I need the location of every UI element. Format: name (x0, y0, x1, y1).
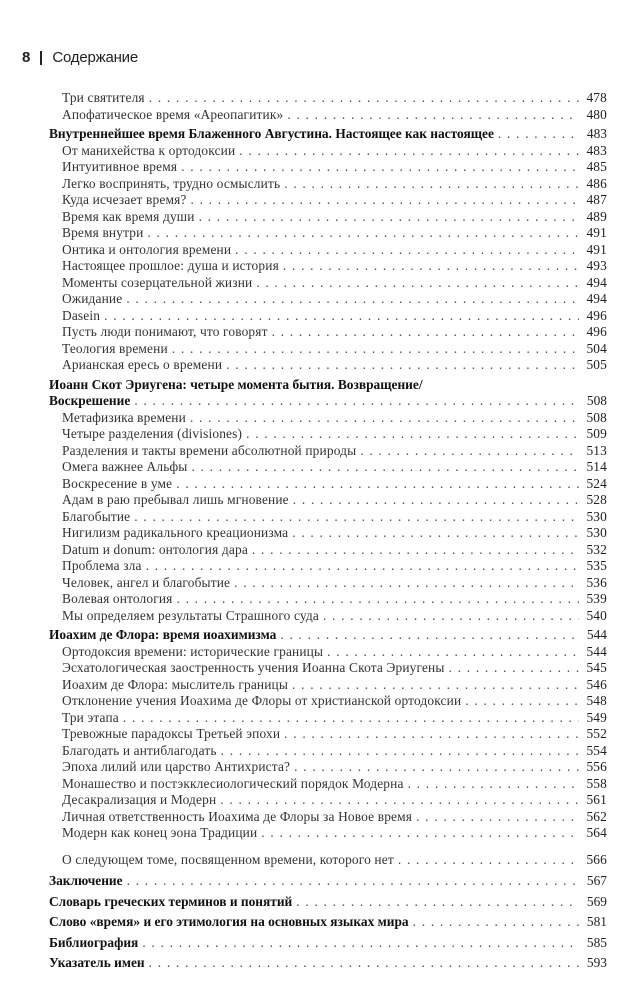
toc-entry-title: Благодать и антиблагодать (62, 742, 217, 758)
dot-leader (147, 225, 579, 242)
toc-entry-title: Десакрализация и Модерн (62, 792, 217, 807)
dot-leader (296, 894, 579, 911)
toc-entry-page: 564 (586, 825, 607, 840)
toc-entry[interactable] (49, 107, 607, 124)
toc-entry[interactable] (49, 558, 607, 575)
toc-entry-title: Человек, ангел и благобытие (62, 574, 231, 590)
dot-leader (127, 873, 579, 890)
toc-chapter-title: Библиография (49, 934, 139, 950)
toc-entry[interactable] (49, 275, 607, 292)
toc-entry-title: Монашество и постэкклесиологический порядок Модерна (62, 775, 404, 791)
toc-chapter-page: 581 (586, 914, 607, 929)
toc-entry[interactable] (49, 308, 607, 325)
toc-chapter-page: 508 (586, 393, 607, 408)
toc-entry-page: 545 (586, 660, 607, 675)
toc-entry[interactable] (49, 726, 607, 743)
toc-entry[interactable] (49, 291, 607, 308)
toc-entry-title: Dasein (62, 307, 101, 323)
toc-entry-page: 493 (586, 258, 607, 273)
toc-entry-title: Отклонение учения Иоахима де Флоры от христианской ортодоксии (62, 693, 462, 708)
dot-leader (220, 792, 579, 809)
toc-entry-page: 513 (586, 442, 607, 458)
toc-chapter[interactable] (49, 955, 607, 972)
toc-entry-title: Ортодоксия времени: исторические границы (62, 643, 324, 659)
toc-chapter-title: Указатель имен (49, 955, 145, 970)
toc-chapter-page: 483 (586, 126, 607, 141)
toc-chapter[interactable] (49, 914, 607, 931)
toc-entry-title: Четыре разделения (divisiones) (62, 426, 243, 441)
toc-chapter-title-line1[interactable]: Иоанн Скот Эриугена: четыре момента бытия. Возвращение/ (49, 376, 423, 392)
toc-entry[interactable] (49, 759, 607, 776)
toc-entry-page: 562 (586, 808, 607, 824)
toc-chapter[interactable] (49, 873, 607, 890)
dot-leader (398, 852, 579, 869)
toc-entry-title: Три этапа (62, 709, 119, 725)
dot-leader (172, 341, 579, 358)
toc-chapter-page: 544 (586, 627, 607, 642)
toc-entry[interactable] (49, 209, 607, 226)
toc-entry-page: 508 (586, 409, 607, 425)
toc-entry-page: 532 (586, 541, 607, 557)
dot-leader (280, 627, 579, 644)
toc-chapter-page: 569 (586, 893, 607, 909)
toc-entry-page: 496 (586, 307, 607, 323)
toc-chapter-page: 593 (586, 955, 607, 970)
dot-leader (261, 825, 579, 842)
toc-entry-title: Эпоха лилий или царство Антихриста? (62, 759, 291, 774)
dot-leader (498, 126, 579, 143)
toc-chapter-title: Внутреннейшее время Блаженного Августина. Настоящее как настоящее (49, 126, 494, 141)
toc-entry-page: 548 (586, 693, 607, 708)
toc-entry[interactable] (49, 410, 607, 427)
dot-leader (449, 660, 579, 677)
dot-leader (284, 726, 579, 743)
toc-entry[interactable] (49, 660, 607, 677)
dot-leader (234, 575, 579, 592)
dot-leader (191, 459, 579, 476)
toc-entry-page: 489 (586, 208, 607, 224)
toc-entry-title: Легко воспринять, трудно осмыслить (62, 175, 281, 191)
dot-leader (104, 308, 579, 325)
toc-entry-title: Моменты созерцательной жизни (62, 274, 253, 290)
toc-entry-title: Три святителя (62, 90, 145, 105)
toc-entry[interactable] (49, 159, 607, 176)
toc-entry-page: 504 (586, 340, 607, 356)
dot-leader (465, 693, 579, 710)
toc-entry-page: 505 (586, 357, 607, 372)
dot-leader (252, 542, 579, 559)
dot-leader (416, 809, 579, 826)
toc-entry-page: 536 (586, 574, 607, 590)
toc-chapter-page: 567 (586, 873, 607, 888)
toc-entry-page: 524 (586, 475, 607, 491)
toc-entry-title: Воскресение в уме (62, 475, 173, 491)
dot-leader (283, 258, 579, 275)
toc-entry-title: Разделения и такты времени абсолютной природы (62, 442, 357, 458)
toc-entry-page: 539 (586, 591, 607, 606)
toc-entry[interactable] (49, 90, 607, 107)
dot-leader (190, 192, 579, 209)
toc-entry[interactable] (49, 509, 607, 526)
toc-entry[interactable] (49, 426, 607, 443)
toc-entry[interactable] (49, 608, 607, 625)
toc-entry[interactable] (49, 459, 607, 476)
toc-entry-title: Иоахим де Флора: мыслитель границы (62, 676, 289, 692)
toc-entry-page: 483 (586, 142, 607, 158)
dot-leader (176, 476, 579, 493)
dot-leader (272, 324, 579, 341)
toc-entry[interactable] (49, 575, 607, 592)
toc-entry-title: Эсхатологическая заостренность учения Иоанна Скота Эриугены (62, 660, 445, 675)
dot-leader (181, 159, 579, 176)
toc-entry-title: От манихейства к ортодоксии (62, 142, 236, 158)
toc-entry-page: 556 (586, 759, 607, 774)
toc-entry[interactable] (49, 258, 607, 275)
toc-entry-title: Пусть люди понимают, что говорят (62, 324, 268, 339)
toc-entry-title: Метафизика времени (62, 409, 186, 425)
dot-leader (293, 492, 579, 509)
toc-entry-page: 509 (586, 426, 607, 441)
toc-entry-title: Настоящее прошлое: душа и история (62, 258, 279, 273)
toc-entry[interactable] (49, 677, 607, 694)
toc-entry-page: 554 (586, 742, 607, 758)
toc-entry[interactable] (49, 476, 607, 493)
toc-entry-title: Время как время души (62, 208, 195, 224)
toc-entry[interactable] (49, 693, 607, 710)
toc-entry-page: 480 (586, 106, 607, 122)
toc-entry[interactable] (49, 809, 607, 826)
toc-entry-page: 544 (586, 643, 607, 659)
toc-chapter-title: Словарь греческих терминов и понятий (49, 893, 293, 909)
toc-entry-page: 487 (586, 192, 607, 207)
toc-entry[interactable] (49, 341, 607, 358)
dot-leader (123, 710, 579, 727)
toc-entry-page: 540 (586, 607, 607, 623)
toc-entry[interactable] (49, 825, 607, 842)
toc-entry-title: Время внутри (62, 225, 144, 240)
toc-entry[interactable] (49, 525, 607, 542)
toc-chapter[interactable] (49, 393, 607, 410)
toc-entry-title: Datum и donum: онтология дара (62, 541, 248, 557)
toc-entry-page: 514 (586, 459, 607, 474)
toc-entry-title: Волевая онтология (62, 591, 173, 606)
toc-entry[interactable] (49, 743, 607, 760)
toc-entry-title: Арианская ересь о времени (62, 357, 223, 372)
dot-leader (221, 743, 579, 760)
dot-leader (323, 608, 579, 625)
toc-entry-page: 494 (586, 274, 607, 290)
toc-entry-title: Апофатическое время «Ареопагитик» (62, 106, 284, 122)
toc-entry-title: Нигилизм радикального креационизма (62, 525, 289, 540)
running-title: Содержание (52, 49, 139, 66)
toc-chapter-title: Слово «время» и его этимология на основных языках мира (49, 914, 409, 929)
toc-chapter-title: Иоахим де Флора: время иоахимизма (49, 627, 277, 642)
dot-leader (235, 242, 579, 259)
dot-leader (134, 509, 579, 526)
dot-leader (149, 955, 579, 972)
dot-leader (294, 759, 579, 776)
toc-entry-title: Тревожные парадоксы Третьей эпохи (62, 726, 281, 741)
dot-leader (408, 776, 579, 793)
dot-leader (176, 591, 579, 608)
dot-leader (190, 410, 579, 427)
toc-entry-page: 552 (586, 726, 607, 741)
dot-leader (256, 275, 579, 292)
toc-entry[interactable] (49, 776, 607, 793)
toc-entry-title: О следующем томе, посвященном времени, которого нет (62, 851, 394, 867)
toc-entry[interactable] (49, 357, 607, 374)
toc-entry[interactable] (49, 542, 607, 559)
toc-entry-page: 561 (586, 792, 607, 807)
table-of-contents (49, 90, 607, 972)
toc-entry-page: 546 (586, 676, 607, 692)
dot-leader (126, 291, 579, 308)
toc-entry-page: 494 (586, 291, 607, 306)
toc-entry[interactable] (49, 225, 607, 242)
toc-entry[interactable] (49, 792, 607, 809)
toc-entry-page: 530 (586, 525, 607, 540)
page-header (22, 49, 138, 66)
toc-entry-title: Модерн как конец эона Традиции (62, 825, 258, 840)
toc-entry-title: Проблема зла (62, 558, 142, 573)
dot-leader (292, 677, 579, 694)
toc-entry-page: 491 (586, 241, 607, 257)
toc-entry-page: 485 (586, 159, 607, 174)
toc-entry-title: Адам в раю пребывал лишь мгновение (62, 492, 289, 507)
dot-leader (149, 90, 579, 107)
dot-leader (246, 426, 579, 443)
dot-leader (239, 143, 579, 160)
toc-entry[interactable] (49, 443, 607, 460)
toc-entry[interactable] (49, 176, 607, 193)
dot-leader (287, 107, 579, 124)
dot-leader (360, 443, 579, 460)
toc-chapter[interactable] (49, 894, 607, 911)
toc-entry[interactable] (49, 242, 607, 259)
dot-leader (134, 393, 579, 410)
toc-entry-page: 558 (586, 775, 607, 791)
toc-entry-page: 486 (586, 175, 607, 191)
toc-entry-title: Куда исчезает время? (62, 192, 187, 207)
dot-leader (327, 644, 579, 661)
toc-entry[interactable] (49, 192, 607, 209)
toc-chapter-page: 585 (586, 934, 607, 950)
toc-entry[interactable] (49, 644, 607, 661)
dot-leader (146, 558, 579, 575)
toc-chapter[interactable] (49, 126, 607, 143)
toc-entry-page: 478 (586, 90, 607, 105)
toc-entry-page: 530 (586, 508, 607, 524)
toc-entry[interactable] (49, 591, 607, 608)
toc-entry[interactable] (49, 852, 607, 869)
dot-leader (142, 935, 579, 952)
toc-entry[interactable] (49, 710, 607, 727)
toc-entry-title: Ожидание (62, 291, 123, 306)
toc-entry-title: Личная ответственность Иоахима де Флоры за Новое время (62, 808, 413, 824)
page-number: 8 (22, 49, 31, 66)
toc-entry-page: 535 (586, 558, 607, 573)
dot-leader (199, 209, 579, 226)
toc-entry-title: Омега важнее Альфы (62, 459, 188, 474)
toc-chapter-title: Заключение (49, 873, 123, 888)
header-separator (40, 51, 42, 65)
toc-entry[interactable] (49, 492, 607, 509)
toc-entry-page: 491 (586, 225, 607, 240)
toc-chapter[interactable] (49, 935, 607, 952)
dot-leader (284, 176, 579, 193)
dot-leader (226, 357, 579, 374)
toc-entry-title: Интуитивное время (62, 159, 178, 174)
toc-entry-page: 549 (586, 709, 607, 725)
toc-entry-title: Теология времени (62, 340, 168, 356)
toc-entry-page: 496 (586, 324, 607, 339)
toc-entry-page: 566 (586, 851, 607, 867)
dot-leader (413, 914, 579, 931)
toc-entry-title: Благобытие (62, 508, 131, 524)
toc-entry-title: Онтика и онтология времени (62, 241, 232, 257)
dot-leader (292, 525, 579, 542)
toc-entry-page: 528 (586, 492, 607, 507)
toc-entry[interactable] (49, 324, 607, 341)
toc-entry-title: Мы определяем результаты Страшного суда (62, 607, 319, 623)
toc-entry[interactable] (49, 143, 607, 160)
toc-chapter[interactable] (49, 627, 607, 644)
toc-chapter-title: Воскрешение (49, 393, 131, 408)
